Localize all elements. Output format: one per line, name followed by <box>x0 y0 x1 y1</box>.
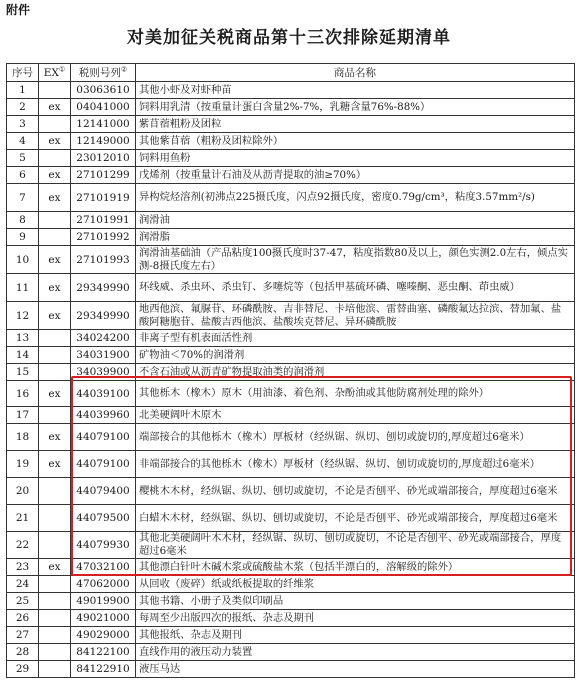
table-row <box>7 505 575 532</box>
table-row <box>7 116 575 133</box>
table-row <box>7 593 575 610</box>
row-code: 49029000 <box>71 627 136 644</box>
row-ex: ex <box>39 99 71 116</box>
row-seq: 25 <box>7 593 39 610</box>
row-ex: ex <box>39 302 71 330</box>
row-code: 27101991 <box>71 212 136 229</box>
row-code: 34024200 <box>71 330 136 347</box>
row-seq: 13 <box>7 330 39 347</box>
row-ex: ex <box>39 133 71 150</box>
table-row <box>7 184 575 212</box>
row-code: 29349990 <box>71 302 136 330</box>
row-name: 从回收（废碎）纸或纸板提取的纤维浆 <box>136 576 575 593</box>
row-seq: 4 <box>7 133 39 150</box>
row-name: 非端部接合的其他栎木（橡木）厚板材（经纵锯、纵切、刨切或旋切的,厚度超过6毫米） <box>136 451 575 478</box>
row-name: 地西他滨、氟脲苷、环磷酰胺、吉非替尼、卡培他滨、雷替曲塞、磷酸氟达拉滨、替加氟、盐酸阿糖胞苷、盐酸吉西他滨、盐酸埃克替尼、异环磷酰胺 <box>136 302 575 330</box>
row-code: 04041000 <box>71 99 136 116</box>
row-code: 84122100 <box>71 644 136 661</box>
row-code: 27101919 <box>71 184 136 212</box>
row-seq: 6 <box>7 167 39 184</box>
row-ex: ex <box>39 559 71 576</box>
row-code: 44079100 <box>71 424 136 451</box>
row-ex: ex <box>39 451 71 478</box>
row-name: 北美硬阔叶木原木 <box>136 407 575 424</box>
row-ex: ex <box>39 246 71 274</box>
column-header-seq: 序号 <box>7 64 39 82</box>
row-ex <box>39 150 71 167</box>
column-header-name: 商品名称 <box>136 64 575 82</box>
row-name: 戊烯剂（按重量计石油及从沥青提取的油≥70%） <box>136 167 575 184</box>
row-code: 44039100 <box>71 381 136 407</box>
table-row <box>7 99 575 116</box>
table-row <box>7 424 575 451</box>
row-code: 44079400 <box>71 478 136 505</box>
table-row <box>7 451 575 478</box>
row-name: 其他漂白针叶木碱木浆或硫酸盐木浆（包括半漂白的，溶解级的除外） <box>136 559 575 576</box>
row-ex <box>39 610 71 627</box>
row-ex <box>39 627 71 644</box>
row-code: 12149000 <box>71 133 136 150</box>
row-code: 44079930 <box>71 532 136 559</box>
row-name: 润滑油基础油（产品粘度100摄氏度时37-47，粘度指数80及以上，颜色实测2.0左右，倾点实测-8摄氏度左右） <box>136 246 575 274</box>
row-ex <box>39 347 71 364</box>
row-ex <box>39 505 71 532</box>
column-header-code: 税则号列② <box>71 64 136 82</box>
table-row <box>7 478 575 505</box>
row-ex <box>39 116 71 133</box>
row-seq: 22 <box>7 532 39 559</box>
table-row <box>7 559 575 576</box>
row-ex <box>39 478 71 505</box>
row-name: 直线作用的液压动力装置 <box>136 644 575 661</box>
table-row <box>7 82 575 99</box>
row-name: 其他栎木（橡木）原木（用油漆、着色剂、杂酚油或其他防腐剂处理的除外） <box>136 381 575 407</box>
table-row <box>7 381 575 407</box>
row-name: 樱桃木木材，经纵锯、纵切、刨切或旋切，不论是否刨平、砂光或端部接合，厚度超过6毫米 <box>136 478 575 505</box>
row-ex <box>39 82 71 99</box>
row-seq: 14 <box>7 347 39 364</box>
row-name: 其他北美硬阔叶木木材，经纵锯、纵切、刨切或旋切，不论是否刨平、砂光或端部接合，厚度超过6毫米 <box>136 532 575 559</box>
row-ex <box>39 576 71 593</box>
row-seq: 17 <box>7 407 39 424</box>
row-name: 饲料用乳清（按重量计蛋白含量2%-7%，乳糖含量76%-88%） <box>136 99 575 116</box>
table-row <box>7 167 575 184</box>
exclusion-list-table <box>6 63 575 678</box>
table-row <box>7 246 575 274</box>
row-ex: ex <box>39 167 71 184</box>
row-seq: 28 <box>7 644 39 661</box>
row-ex: ex <box>39 424 71 451</box>
row-name: 每周至少出版四次的报纸、杂志及期刊 <box>136 610 575 627</box>
table-row <box>7 330 575 347</box>
row-name: 其他紫苜蓿（粗粉及团粒除外） <box>136 133 575 150</box>
row-seq: 2 <box>7 99 39 116</box>
table-row <box>7 133 575 150</box>
row-seq: 18 <box>7 424 39 451</box>
row-code: 27101993 <box>71 246 136 274</box>
row-code: 44079100 <box>71 451 136 478</box>
row-code: 44039960 <box>71 407 136 424</box>
row-ex <box>39 593 71 610</box>
table-row <box>7 644 575 661</box>
row-code: 44079500 <box>71 505 136 532</box>
row-name: 其他书籍、小册子及类似印刷品 <box>136 593 575 610</box>
row-code: 27101992 <box>71 229 136 246</box>
row-code: 03063610 <box>71 82 136 99</box>
row-seq: 29 <box>7 661 39 678</box>
row-ex <box>39 212 71 229</box>
row-ex: ex <box>39 381 71 407</box>
row-seq: 24 <box>7 576 39 593</box>
row-code: 47032100 <box>71 559 136 576</box>
table-row <box>7 302 575 330</box>
footnote-marker: ② <box>120 65 128 73</box>
row-seq: 5 <box>7 150 39 167</box>
table-row <box>7 364 575 381</box>
table-row <box>7 212 575 229</box>
table-row <box>7 576 575 593</box>
row-code: 84122910 <box>71 661 136 678</box>
row-ex <box>39 407 71 424</box>
row-name: 紫苜蓿粗粉及团粒 <box>136 116 575 133</box>
row-name: 异构烷烃溶剂(初沸点225摄氏度，闪点92摄氏度，密度0.79g/cm³，粘度3.57mm²/s) <box>136 184 575 212</box>
row-code: 34039900 <box>71 364 136 381</box>
row-seq: 1 <box>7 82 39 99</box>
table-row <box>7 229 575 246</box>
row-seq: 27 <box>7 627 39 644</box>
row-name: 矿物油＜70%的润滑剂 <box>136 347 575 364</box>
row-seq: 3 <box>7 116 39 133</box>
row-name: 饲料用鱼粉 <box>136 150 575 167</box>
row-ex: ex <box>39 184 71 212</box>
row-ex <box>39 330 71 347</box>
row-seq: 11 <box>7 274 39 302</box>
row-ex <box>39 229 71 246</box>
row-seq: 9 <box>7 229 39 246</box>
row-ex <box>39 644 71 661</box>
row-seq: 7 <box>7 184 39 212</box>
row-seq: 12 <box>7 302 39 330</box>
row-seq: 19 <box>7 451 39 478</box>
row-name: 液压马达 <box>136 661 575 678</box>
table-body <box>7 82 575 678</box>
row-code: 34031900 <box>71 347 136 364</box>
row-name: 端部接合的其他栎木（橡木）厚板材（经纵锯、纵切、刨切或旋切的,厚度超过6毫米） <box>136 424 575 451</box>
row-seq: 23 <box>7 559 39 576</box>
row-seq: 8 <box>7 212 39 229</box>
row-ex <box>39 661 71 678</box>
row-name: 润滑脂 <box>136 229 575 246</box>
table-row <box>7 627 575 644</box>
row-seq: 15 <box>7 364 39 381</box>
table-row <box>7 407 575 424</box>
table-row <box>7 150 575 167</box>
row-seq: 10 <box>7 246 39 274</box>
row-code: 49019900 <box>71 593 136 610</box>
row-name: 其他报纸、杂志及期刊 <box>136 627 575 644</box>
row-name: 不含石油或从沥青矿物提取油类的润滑剂 <box>136 364 575 381</box>
column-header-ex: EX① <box>39 64 71 82</box>
row-code: 23012010 <box>71 150 136 167</box>
document-title: 对美加征关税商品第十三次排除延期清单 <box>127 28 451 48</box>
row-name: 其他小虾及对虾种苗 <box>136 82 575 99</box>
footnote-marker: ① <box>58 65 66 73</box>
row-code: 27101299 <box>71 167 136 184</box>
table-header-row <box>7 64 575 82</box>
table-row <box>7 661 575 678</box>
attachment-label: 附件 <box>6 3 31 17</box>
table-row <box>7 610 575 627</box>
row-seq: 26 <box>7 610 39 627</box>
row-name: 环线威、杀虫环、杀虫钉、多噻烷等（包括甲基硫环磷、噻嗪酮、恶虫酮、茚虫威） <box>136 274 575 302</box>
table-row <box>7 532 575 559</box>
row-ex <box>39 532 71 559</box>
row-name: 非离子型有机表面活性剂 <box>136 330 575 347</box>
row-seq: 16 <box>7 381 39 407</box>
row-seq: 20 <box>7 478 39 505</box>
row-ex: ex <box>39 274 71 302</box>
row-name: 白蜡木木材，经纵锯、纵切、刨切或旋切，不论是否刨平、砂光或端部接合，厚度超过6毫米 <box>136 505 575 532</box>
table-row <box>7 274 575 302</box>
row-code: 47062000 <box>71 576 136 593</box>
row-code: 12141000 <box>71 116 136 133</box>
row-ex <box>39 364 71 381</box>
row-code: 29349990 <box>71 274 136 302</box>
row-seq: 21 <box>7 505 39 532</box>
row-code: 49021000 <box>71 610 136 627</box>
table-row <box>7 347 575 364</box>
row-name: 润滑油 <box>136 212 575 229</box>
